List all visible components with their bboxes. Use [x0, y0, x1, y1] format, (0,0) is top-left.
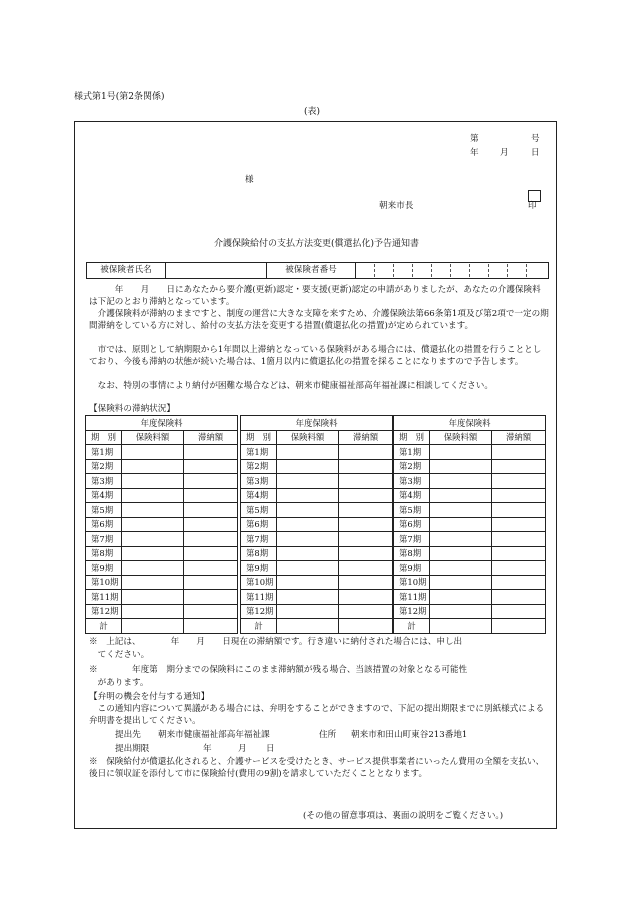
table-row [241, 561, 393, 576]
arrears-cell[interactable] [339, 474, 393, 489]
period-cell: 第8期 [394, 546, 430, 561]
table-row [394, 488, 546, 503]
amount-cell[interactable] [430, 532, 492, 547]
arrears-cell[interactable] [339, 517, 393, 532]
period-cell: 第11期 [241, 590, 277, 605]
amount-cell[interactable] [277, 488, 339, 503]
amount-cell[interactable] [122, 488, 184, 503]
arrears-year-header: 年度保険料 [394, 416, 546, 431]
arrears-cell[interactable] [339, 445, 393, 460]
digit-divider [393, 264, 394, 277]
note-possibility-cont: があります。 [89, 678, 149, 688]
amount-cell[interactable] [277, 546, 339, 561]
table-row [241, 517, 393, 532]
period-cell: 第1期 [241, 445, 277, 460]
column-amount: 保険料額 [430, 430, 492, 445]
table-row [86, 604, 238, 619]
amount-cell[interactable] [122, 445, 184, 460]
period-cell: 第6期 [86, 517, 122, 532]
period-cell: 第7期 [241, 532, 277, 547]
period-cell: 第5期 [241, 503, 277, 518]
period-cell: 第12期 [394, 604, 430, 619]
total-label: 計 [394, 619, 430, 634]
table-row [394, 517, 546, 532]
period-cell: 第4期 [394, 488, 430, 503]
arrears-cell[interactable] [184, 575, 238, 590]
column-arrears: 滞納額 [339, 430, 393, 445]
period-cell: 第11期 [394, 590, 430, 605]
arrears-cell[interactable] [492, 488, 546, 503]
amount-cell[interactable] [430, 517, 492, 532]
issuer-mayor: 朝来市長 [379, 201, 414, 211]
table-row [394, 604, 546, 619]
amount-cell[interactable] [430, 604, 492, 619]
arrears-cell[interactable] [184, 474, 238, 489]
address-value: 朝来市和田山町東谷213番地1 [351, 730, 468, 740]
arrears-cell[interactable] [339, 546, 393, 561]
period-cell: 第10期 [394, 575, 430, 590]
table-row [394, 503, 546, 518]
table-row [394, 575, 546, 590]
table-row [394, 445, 546, 460]
digit-divider [507, 264, 508, 277]
doc-number-prefix: 第 [470, 134, 479, 144]
table-row [394, 459, 546, 474]
total-row [394, 619, 546, 634]
insured-name-field[interactable] [166, 263, 267, 278]
period-cell: 第3期 [394, 474, 430, 489]
arrears-cell[interactable] [492, 546, 546, 561]
amount-cell[interactable] [277, 459, 339, 474]
amount-cell[interactable] [122, 590, 184, 605]
period-cell: 第11期 [86, 590, 122, 605]
table-row [241, 575, 393, 590]
period-cell: 第2期 [86, 459, 122, 474]
total-amount-cell[interactable] [430, 619, 492, 634]
digit-divider [450, 264, 451, 277]
arrears-cell[interactable] [184, 546, 238, 561]
paragraph-policy: 市では、原則として納期限から1年間以上滞納となっている保険料がある場合には、償還払化の措置を行うこととしており、今後も滞納の状態が続いた場合は、1箇月以内に償還払化の措置を採ることになりますので予告します。 [89, 345, 542, 367]
deadline-year: 年 [203, 744, 212, 754]
issue-date-month: 月 [500, 148, 509, 158]
table-row [241, 590, 393, 605]
arrears-table-3 [393, 415, 546, 634]
amount-cell[interactable] [277, 503, 339, 518]
period-cell: 第9期 [241, 561, 277, 576]
period-cell: 第2期 [241, 459, 277, 474]
notice-frame [74, 121, 557, 829]
total-amount-cell[interactable] [277, 619, 339, 634]
arrears-year-row [86, 416, 238, 431]
arrears-cell[interactable] [184, 517, 238, 532]
arrears-cell[interactable] [184, 561, 238, 576]
period-cell: 第10期 [86, 575, 122, 590]
column-amount: 保険料額 [277, 430, 339, 445]
amount-cell[interactable] [430, 575, 492, 590]
period-cell: 第4期 [241, 488, 277, 503]
amount-cell[interactable] [430, 590, 492, 605]
amount-cell[interactable] [122, 517, 184, 532]
arrears-cell[interactable] [184, 590, 238, 605]
amount-cell[interactable] [277, 517, 339, 532]
table-row [86, 503, 238, 518]
arrears-year-row [394, 416, 546, 431]
note-possibility: ※ 年度第 期分までの保険料にこのまま滞納額が残る場合、当該措置の対象となる可能性 [89, 665, 468, 675]
table-row [394, 546, 546, 561]
column-arrears: 滞納額 [184, 430, 238, 445]
arrears-cell[interactable] [492, 459, 546, 474]
table-row [241, 503, 393, 518]
amount-cell[interactable] [430, 561, 492, 576]
table-row [86, 546, 238, 561]
arrears-cell[interactable] [339, 488, 393, 503]
arrears-column-row [86, 430, 238, 445]
arrears-cell[interactable] [339, 459, 393, 474]
digit-divider [412, 264, 413, 277]
arrears-cell[interactable] [184, 604, 238, 619]
total-amount-cell[interactable] [122, 619, 184, 634]
front-side-label: (表) [304, 107, 321, 117]
arrears-cell[interactable] [492, 445, 546, 460]
amount-cell[interactable] [122, 503, 184, 518]
arrears-cell[interactable] [339, 561, 393, 576]
period-cell: 第5期 [394, 503, 430, 518]
arrears-cell[interactable] [492, 561, 546, 576]
amount-cell[interactable] [122, 604, 184, 619]
table-row [86, 488, 238, 503]
period-cell: 第10期 [241, 575, 277, 590]
table-row [394, 532, 546, 547]
arrears-cell[interactable] [492, 517, 546, 532]
amount-cell[interactable] [430, 488, 492, 503]
note-reimbursement: ※ 保険給付が償還払化されると、介護サービスを受けたとき、サービス提供事業者にいったん費用の全額を支払い、後日に領収証を添付して市に保険給付(費用の9割)を請求していただくこととなります。 [89, 757, 545, 779]
insured-number-field[interactable] [356, 263, 548, 278]
paragraph-application: 年 月 日にあなたから要介護(更新)認定・要支援(更新)認定の申請がありましたが、あなたの介護保険料は下記のとおり滞納となっています。 [89, 285, 541, 307]
deadline-month: 月 [238, 744, 247, 754]
paragraph-consultation: なお、特別の事情により納付が困難な場合などは、朝来市健康福祉部高年福祉課に相談してください。 [89, 381, 493, 391]
arrears-cell[interactable] [339, 532, 393, 547]
amount-cell[interactable] [277, 590, 339, 605]
period-cell: 第12期 [241, 604, 277, 619]
table-row [241, 459, 393, 474]
total-row [241, 619, 393, 634]
arrears-cell[interactable] [184, 488, 238, 503]
period-cell: 第7期 [86, 532, 122, 547]
column-period: 期 別 [241, 430, 277, 445]
amount-cell[interactable] [277, 474, 339, 489]
arrears-year-row [241, 416, 393, 431]
total-arrears-cell[interactable] [339, 619, 393, 634]
arrears-cell[interactable] [492, 532, 546, 547]
total-label: 計 [241, 619, 277, 634]
seal-label: 印 [528, 201, 537, 211]
table-row [86, 532, 238, 547]
arrears-column-row [394, 430, 546, 445]
arrears-heading: 【保険料の滞納状況】 [89, 404, 175, 414]
period-cell: 第8期 [241, 546, 277, 561]
arrears-cell[interactable] [339, 590, 393, 605]
table-row [86, 459, 238, 474]
arrears-cell[interactable] [492, 590, 546, 605]
arrears-cell[interactable] [492, 503, 546, 518]
digit-divider [488, 264, 489, 277]
table-row [86, 575, 238, 590]
insured-name-label: 被保険者氏名 [87, 263, 166, 278]
period-cell: 第2期 [394, 459, 430, 474]
address-label: 住所 [319, 730, 337, 740]
arrears-cell[interactable] [492, 575, 546, 590]
period-cell: 第4期 [86, 488, 122, 503]
arrears-cell[interactable] [184, 445, 238, 460]
issue-date-day: 日 [531, 148, 540, 158]
arrears-cell[interactable] [339, 575, 393, 590]
table-row [86, 561, 238, 576]
doc-number-suffix: 号 [531, 134, 540, 144]
amount-cell[interactable] [277, 445, 339, 460]
amount-cell[interactable] [430, 459, 492, 474]
amount-cell[interactable] [430, 546, 492, 561]
note-as-of-date: ※ 上記は、 年 月 日現在の滞納額です。行き違いに納付された場合には、申し出 [89, 637, 463, 647]
period-cell: 第8期 [86, 546, 122, 561]
amount-cell[interactable] [122, 532, 184, 547]
table-row [241, 604, 393, 619]
amount-cell[interactable] [122, 561, 184, 576]
arrears-cell[interactable] [492, 474, 546, 489]
digit-divider [431, 264, 432, 277]
arrears-table-1 [85, 415, 238, 634]
arrears-cell[interactable] [184, 532, 238, 547]
period-cell: 第12期 [86, 604, 122, 619]
period-cell: 第5期 [86, 503, 122, 518]
table-row [394, 590, 546, 605]
amount-cell[interactable] [430, 503, 492, 518]
table-row [241, 488, 393, 503]
amount-cell[interactable] [122, 546, 184, 561]
amount-cell[interactable] [430, 445, 492, 460]
digit-divider [374, 264, 375, 277]
amount-cell[interactable] [277, 604, 339, 619]
insured-id-row [86, 262, 549, 279]
footer-note: (その他の留意事項は、裏面の説明をご覧ください。) [303, 811, 504, 821]
arrears-cell[interactable] [184, 459, 238, 474]
issue-date-year: 年 [470, 148, 479, 158]
arrears-cell[interactable] [184, 503, 238, 518]
table-row [86, 474, 238, 489]
table-row [394, 474, 546, 489]
period-cell: 第3期 [241, 474, 277, 489]
amount-cell[interactable] [277, 561, 339, 576]
paragraph-law: 介護保険料が滞納のままですと、制度の運営に大きな支障を来すため、介護保険法第66条第1項及び第2項で一定の期間滞納をしている方に対し、給付の支払方法を変更する措置(償還払化の措置)が定められています。 [89, 309, 549, 331]
column-arrears: 滞納額 [492, 430, 546, 445]
arrears-table-2 [240, 415, 393, 634]
amount-cell[interactable] [122, 459, 184, 474]
paragraph-hearing: この通知内容について異議がある場合には、弁明をすることができますので、下記の提出期限までに別紙様式による弁明書を提出してください。 [89, 704, 545, 726]
note-as-of-date-cont: てください。 [89, 650, 150, 660]
column-amount: 保険料額 [122, 430, 184, 445]
table-row [86, 590, 238, 605]
period-cell: 第9期 [394, 561, 430, 576]
arrears-column-row [241, 430, 393, 445]
document-title: 介護保険給付の支払方法変更(償還払化)予告通知書 [213, 239, 420, 249]
period-cell: 第6期 [241, 517, 277, 532]
table-row [86, 445, 238, 460]
total-arrears-cell[interactable] [492, 619, 546, 634]
table-row [241, 546, 393, 561]
table-row [86, 517, 238, 532]
digit-divider [469, 264, 470, 277]
addressee-honorific: 様 [245, 175, 254, 185]
table-row [394, 561, 546, 576]
deadline-day: 日 [266, 744, 275, 754]
arrears-year-header: 年度保険料 [86, 416, 238, 431]
deadline-label: 提出期限 [115, 744, 150, 754]
table-row [241, 445, 393, 460]
total-row [86, 619, 238, 634]
period-cell: 第6期 [394, 517, 430, 532]
hearing-heading: 【弁明の機会を付与する通知】 [89, 692, 210, 702]
arrears-year-header: 年度保険料 [241, 416, 393, 431]
period-cell: 第1期 [86, 445, 122, 460]
submit-destination: 提出先 朝来市健康福祉部高年福祉課 [115, 730, 270, 740]
amount-cell[interactable] [277, 532, 339, 547]
table-row [241, 532, 393, 547]
total-label: 計 [86, 619, 122, 634]
table-row [241, 474, 393, 489]
amount-cell[interactable] [430, 474, 492, 489]
period-cell: 第7期 [394, 532, 430, 547]
arrears-cell[interactable] [339, 503, 393, 518]
arrears-cell[interactable] [492, 604, 546, 619]
column-period: 期 別 [394, 430, 430, 445]
period-cell: 第3期 [86, 474, 122, 489]
arrears-cell[interactable] [339, 604, 393, 619]
insured-number-label: 被保険者番号 [267, 263, 356, 278]
column-period: 期 別 [86, 430, 122, 445]
amount-cell[interactable] [122, 575, 184, 590]
total-arrears-cell[interactable] [184, 619, 238, 634]
period-cell: 第1期 [394, 445, 430, 460]
amount-cell[interactable] [122, 474, 184, 489]
digit-divider [526, 264, 527, 277]
period-cell: 第9期 [86, 561, 122, 576]
amount-cell[interactable] [277, 575, 339, 590]
form-number-label: 様式第1号(第2条関係) [74, 92, 165, 102]
